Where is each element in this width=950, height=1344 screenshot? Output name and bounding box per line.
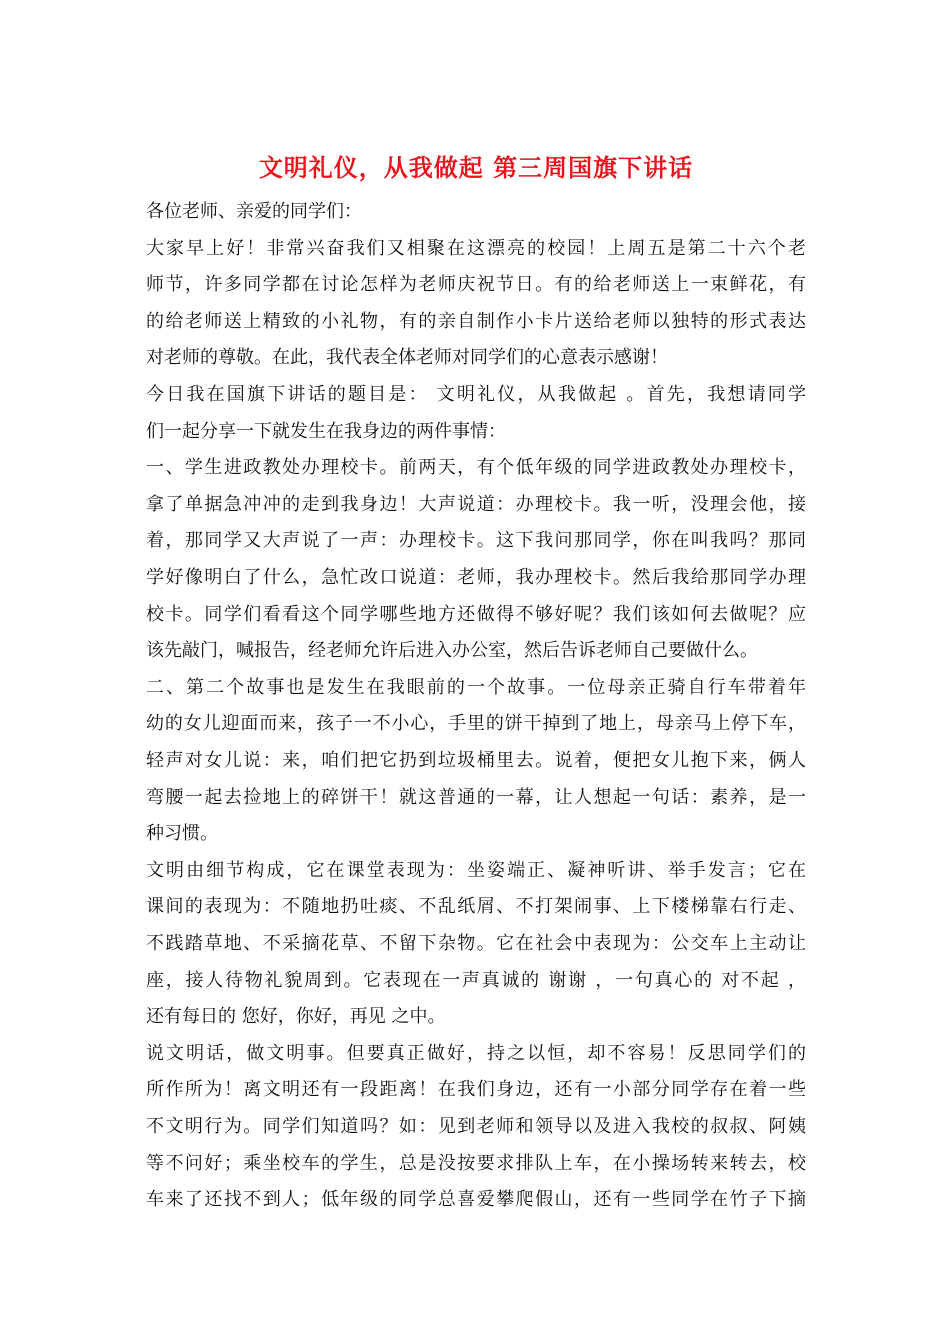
body-line: 大家早上好！非常兴奋我们又相聚在这漂亮的校园！上周五是第二十六个老: [146, 237, 806, 259]
body-line: 的给老师送上精致的小礼物，有的亲自制作小卡片送给老师以独特的形式表达: [146, 310, 806, 332]
body-line: 所作所为！离文明还有一段距离！在我们身边，还有一小部分同学存在着一些: [146, 1079, 806, 1101]
body-line: 等不问好；乘坐校车的学生，总是没按要求排队上车，在小操场转来转去，校: [146, 1152, 806, 1174]
body-line: 还有每日的 您好，你好，再见 之中。: [146, 1006, 446, 1028]
body-line: 学好像明白了什么，急忙改口说道：老师，我办理校卡。然后我给那同学办理: [146, 567, 806, 588]
body-line: 种习惯。: [146, 823, 218, 845]
body-line: 着，那同学又大声说了一声：办理校卡。这下我问那同学，你在叫我吗？那同: [146, 530, 806, 552]
body-line: 文明由细节构成，它在课堂表现为：坐姿端正、凝神听讲、举手发言；它在: [146, 859, 806, 881]
body-line: 校卡。同学们看看这个同学哪些地方还做得不够好呢？我们该如何去做呢？应: [146, 603, 806, 625]
body-line: 对老师的尊敬。在此，我代表全体老师对同学们的心意表示感谢！: [146, 347, 668, 369]
body-line: 各位老师、亲爱的同学们：: [146, 201, 362, 222]
body-line: 一、学生进政教处办理校卡。前两天，有个低年级的同学进政教处办理校卡，: [146, 457, 806, 479]
body-line: 师节，许多同学都在讨论怎样为老师庆祝节日。有的给老师送上一束鲜花，有: [146, 274, 806, 296]
body-line: 座，接人待物礼貌周到。它表现在一声真诚的 谢谢 ，一句真心的 对不起 ，: [146, 969, 806, 991]
body-line: 弯腰一起去捡地上的碎饼干！就这普通的一幕，让人想起一句话：素养，是一: [146, 786, 806, 808]
body-line: 不践踏草地、不采摘花草、不留下杂物。它在社会中表现为：公交车上主动让: [146, 933, 806, 954]
body-line: 课间的表现为：不随地扔吐痰、不乱纸屑、不打架闹事、上下楼梯靠右行走、: [146, 896, 806, 918]
body-line: 幼的女儿迎面而来，孩子一不小心，手里的饼干掉到了地上，母亲马上停下车，: [146, 713, 806, 735]
body-line: 拿了单据急冲冲的走到我身边！大声说道：办理校卡。我一听，没理会他，接: [146, 493, 806, 515]
body-line: 们一起分享一下就发生在我身边的两件事情：: [146, 420, 506, 442]
body-line: 说文明话，做文明事。但要真正做好，持之以恒，却不容易！反思同学们的: [146, 1042, 806, 1064]
body-line: 二、第二个故事也是发生在我眼前的一个故事。一位母亲正骑自行车带着年: [146, 676, 806, 698]
body-line: 今日我在国旗下讲话的题目是： 文明礼仪，从我做起 。首先，我想请同学: [146, 384, 806, 405]
document-title: 文明礼仪，从我做起 第三周国旗下讲话: [258, 153, 694, 182]
body-line: 该先敲门，喊报告，经老师允许后进入办公室，然后告诉老师自己要做什么。: [146, 640, 758, 662]
body-line: 车来了还找不到人；低年级的同学总喜爱攀爬假山，还有一些同学在竹子下摘: [146, 1189, 806, 1211]
body-line: 轻声对女儿说：来，咱们把它扔到垃圾桶里去。说着，便把女儿抱下来，俩人: [146, 750, 806, 771]
body-line: 不文明行为。同学们知道吗？如：见到老师和领导以及进入我校的叔叔、阿姨: [146, 1116, 806, 1137]
